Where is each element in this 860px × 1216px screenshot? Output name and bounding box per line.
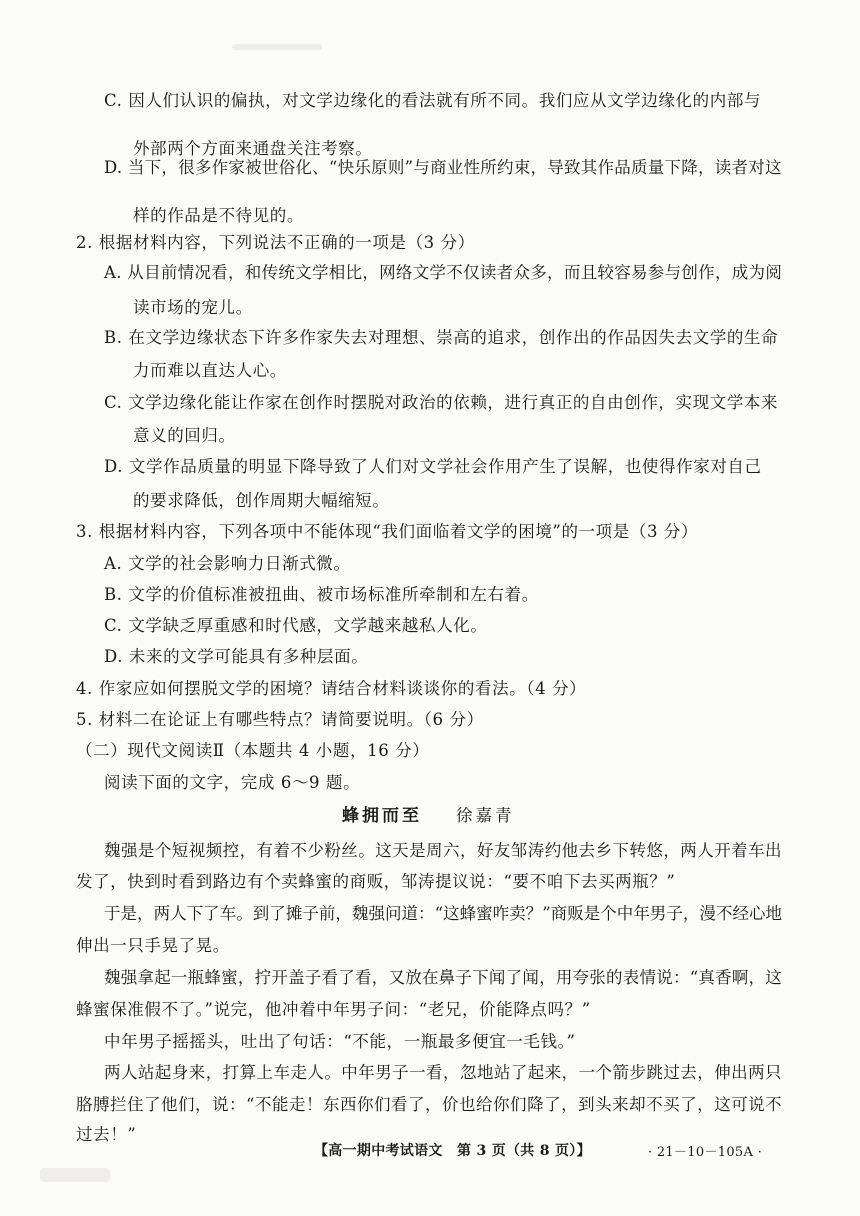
question-5: 5. 材料二在论证上有哪些特点？请简要说明。（6 分）: [76, 710, 484, 729]
scan-mark-top: [232, 44, 322, 50]
scan-mark-bottom: [40, 1168, 110, 1182]
story-paragraph-3-line1: 魏强拿起一瓶蜂蜜，拧开盖子看了看，又放在鼻子下闻了闻，用夸张的表情说：“真香啊，这: [104, 968, 783, 987]
page-footer-label: 【高一期中考试语文 第 3 页（共 8 页）】: [314, 1143, 591, 1159]
story-paragraph-5-line3: 过去！”: [76, 1125, 137, 1144]
option-c-line2: 外部两个方面来通盘关注考察。: [133, 139, 373, 158]
q2-option-d-line1: D. 文学作品质量的明显下降导致了人们对文学社会作用产生了误解，也使得作家对自己: [104, 457, 762, 476]
q2-option-c-line1: C. 文学边缘化能让作家在创作时摆脱对政治的依赖，进行真正的自由创作，实现文学本来: [104, 393, 779, 412]
option-c-line1: C. 因人们认识的偏执，对文学边缘化的看法就有所不同。我们应从文学边缘化的内部与: [104, 91, 762, 110]
q2-option-a-line2: 读市场的宠儿。: [133, 298, 253, 317]
story-paragraph-1-line2: 发了，快到时看到路边有个卖蜂蜜的商贩，邹涛提议说：“要不咱下去买两瓶？”: [76, 872, 676, 891]
story-paragraph-2-line1: 于是，两人下了车。到了摊子前，魏强问道：“这蜂蜜咋卖？”商贩是个中年男子，漫不经心地: [104, 904, 783, 923]
q3-option-c: C. 文学缺乏厚重感和时代感，文学越来越私人化。: [104, 616, 488, 635]
paper-code: · 21－10－105A ·: [648, 1145, 763, 1160]
story-paragraph-4: 中年男子摇摇头，吐出了句话：“不能，一瓶最多便宜一毛钱。”: [104, 1032, 576, 1051]
q2-option-b-line1: B. 在文学边缘状态下许多作家失去对理想、崇高的追求，创作出的作品因失去文学的生命: [104, 328, 779, 347]
q2-option-a-line1: A. 从目前情况看，和传统文学相比，网络文学不仅读者众多，而且较容易参与创作，成为阅: [104, 263, 783, 282]
story-paragraph-1-line1: 魏强是个短视频控，有着不少粉丝。这天是周六，好友邹涛约他去乡下转悠，两人开着车出: [104, 841, 782, 860]
section-instruction: 阅读下面的文字，完成 6～9 题。: [104, 773, 361, 792]
story-paragraph-2-line2: 伸出一只手晃了晃。: [76, 936, 230, 955]
story-author: 徐嘉青: [456, 806, 515, 825]
section-heading: （二）现代文阅读Ⅱ（本题共 4 小题，16 分）: [76, 741, 430, 760]
story-title: 蜂拥而至: [342, 806, 422, 826]
story-paragraph-3-line2: 蜂蜜保准假不了。”说完，他冲着中年男子问：“老兄，价能降点吗？”: [76, 1000, 591, 1019]
question-3-stem: 3. 根据材料内容，下列各项中不能体现“我们面临着文学的困境”的一项是（3 分）: [76, 522, 699, 541]
story-paragraph-5-line2: 胳膊拦住了他们，说：“不能走！东西你们看了，价也给你们降了，到头来却不买了，这可说不: [76, 1095, 783, 1114]
q2-option-d-line2: 的要求降低，创作周期大幅缩短。: [133, 491, 390, 510]
option-d-line1: D. 当下，很多作家被世俗化、“快乐原则”与商业性所约束，导致其作品质量下降，读者对这: [104, 158, 782, 177]
q3-option-d: D. 未来的文学可能具有多种层面。: [104, 647, 369, 666]
question-2-stem: 2. 根据材料内容，下列说法不正确的一项是（3 分）: [76, 233, 475, 252]
story-paragraph-5-line1: 两人站起身来，打算上车走人。中年男子一看，忽地站了起来，一个箭步跳过去，伸出两只: [104, 1063, 782, 1082]
q3-option-b: B. 文学的价值标准被扭曲、被市场标准所牵制和左右着。: [104, 585, 539, 604]
option-d-line2: 样的作品是不待见的。: [133, 206, 304, 225]
q2-option-c-line2: 意义的回归。: [133, 426, 236, 445]
q2-option-b-line2: 力而难以直达人心。: [133, 361, 287, 380]
question-4: 4. 作家应如何摆脱文学的困境？请结合材料谈谈你的看法。（4 分）: [76, 679, 587, 698]
q3-option-a: A. 文学的社会影响力日渐式微。: [104, 554, 351, 573]
